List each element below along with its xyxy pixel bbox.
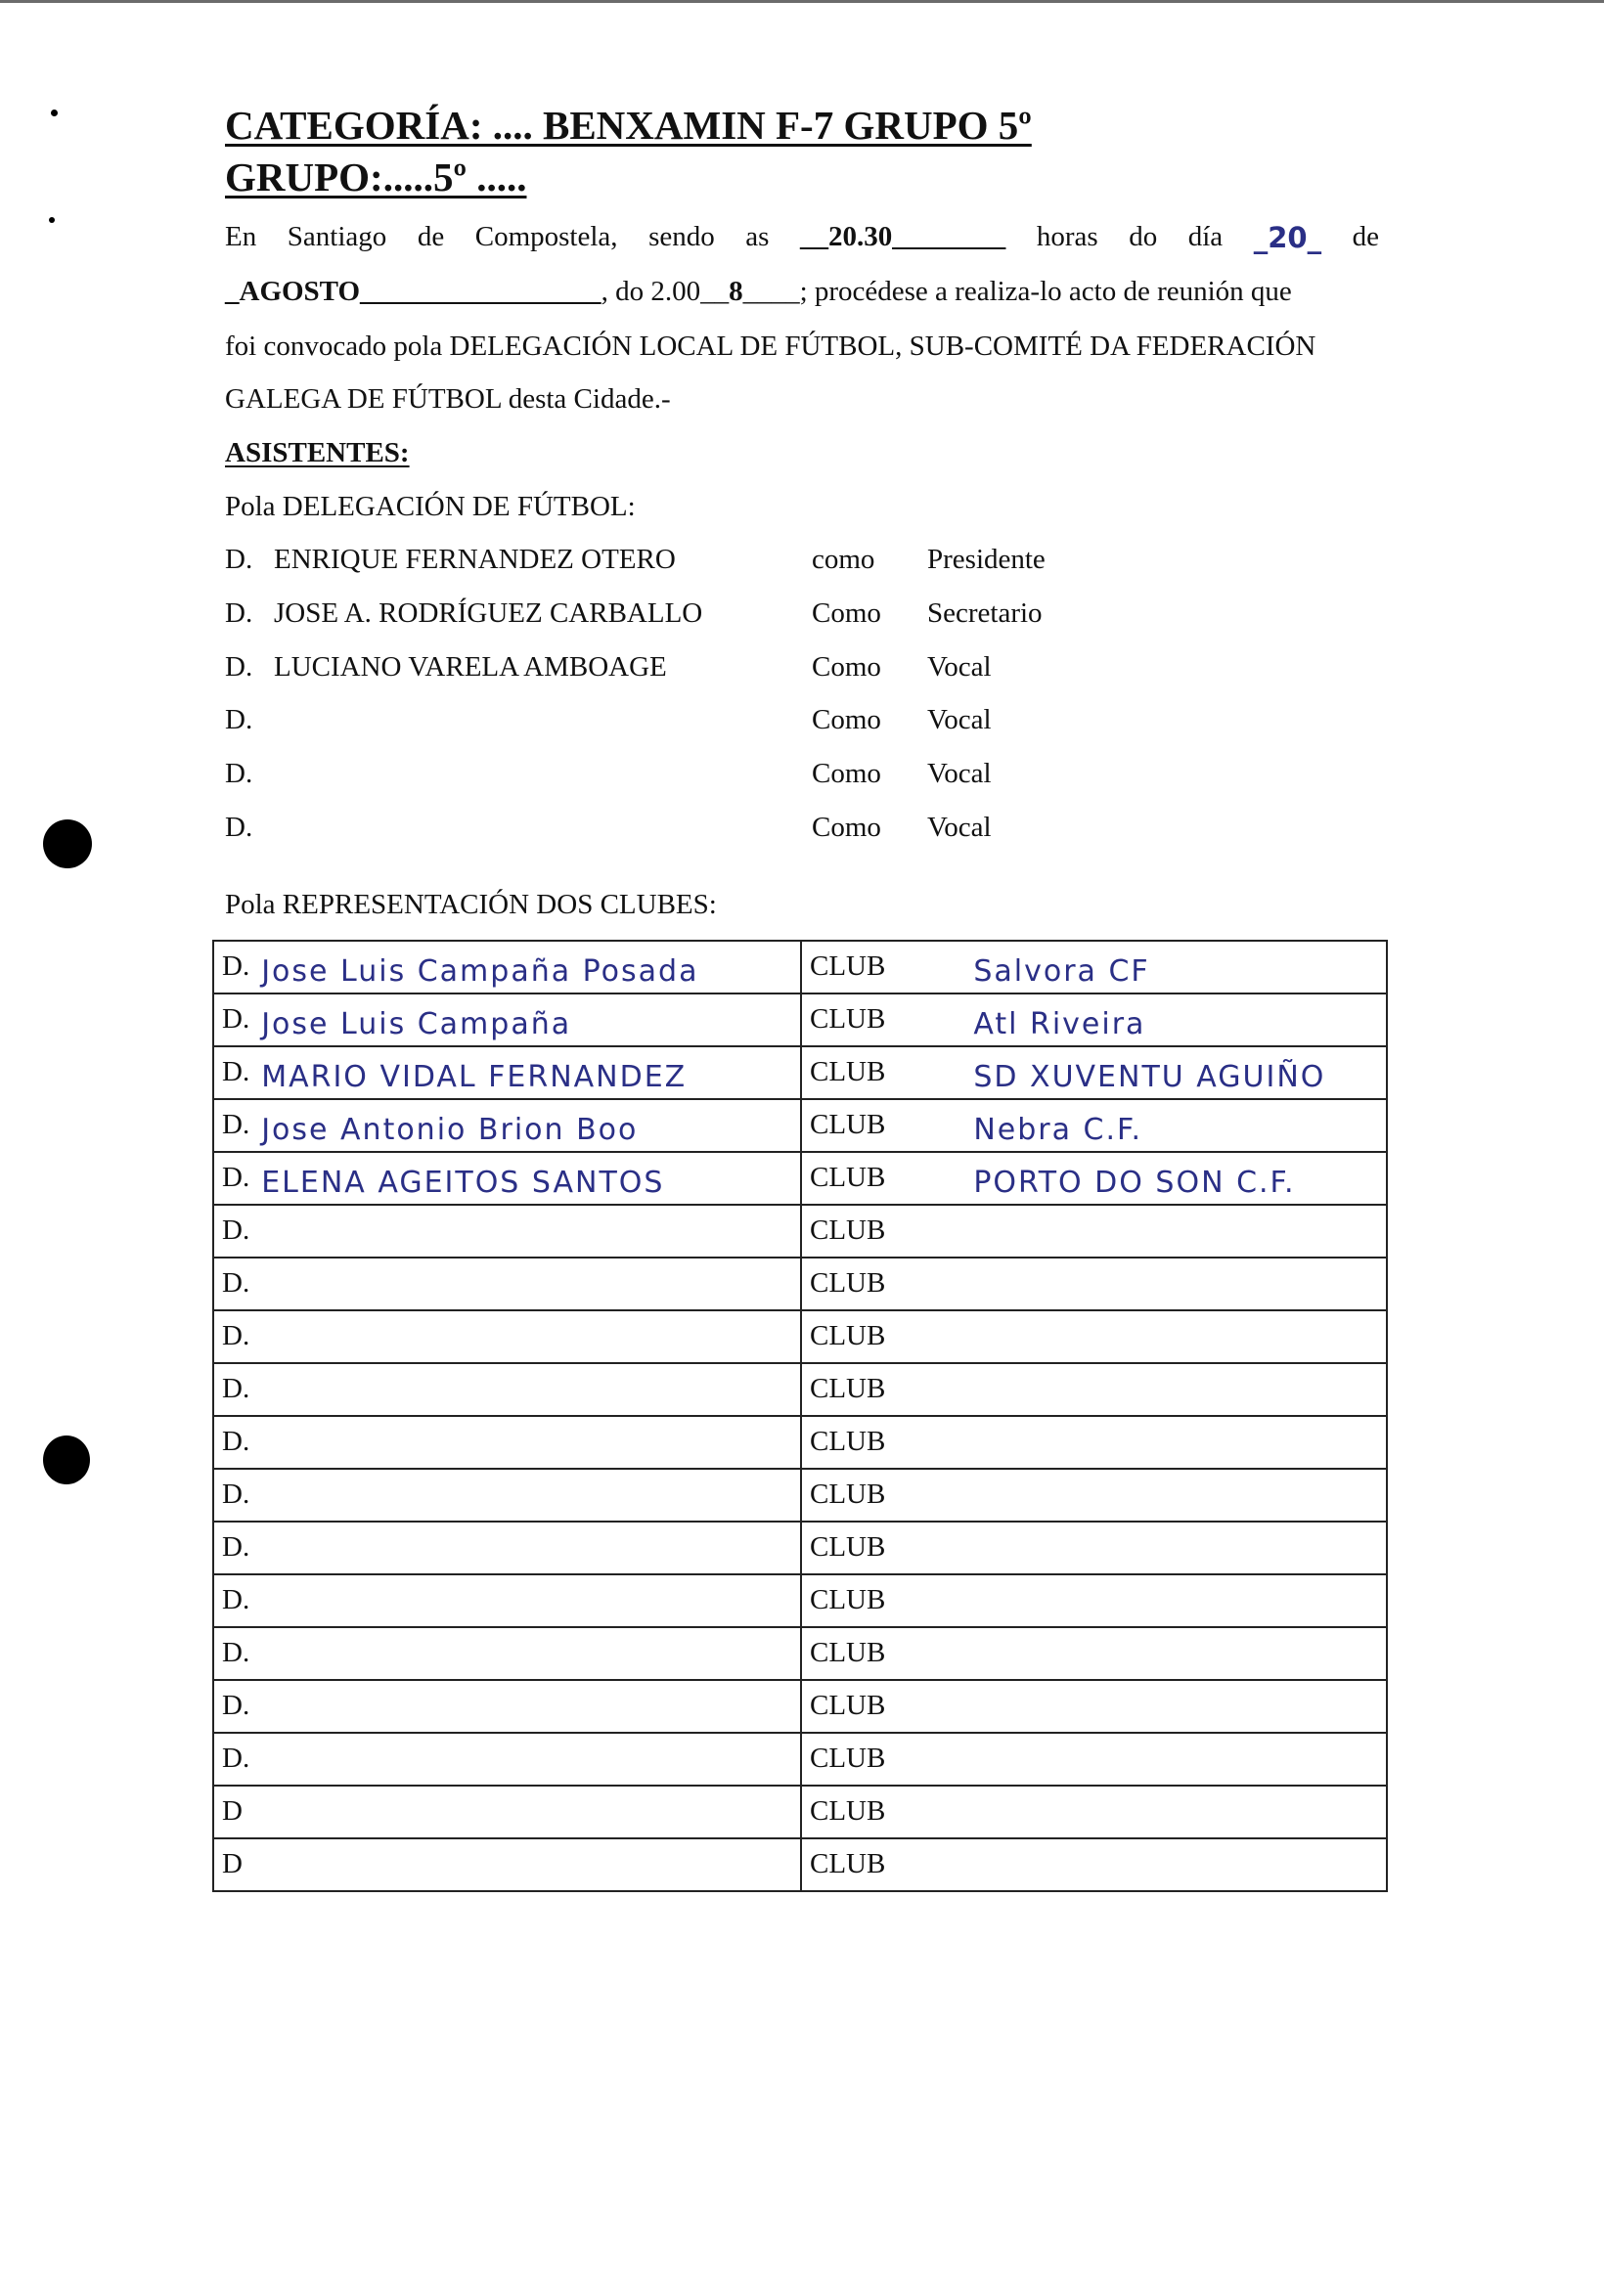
representative-prefix: D.	[222, 1531, 250, 1563]
club-cell	[801, 1205, 1387, 1258]
club-label: CLUB	[810, 1795, 886, 1827]
meeting-time: __20.30________	[800, 221, 1006, 252]
club-label: CLUB	[810, 1637, 886, 1668]
attendee-name: JOSE A. RODRÍGUEZ CARBALLO	[274, 597, 703, 629]
attendee-como: Como	[812, 812, 881, 843]
intro-word: sendo	[648, 221, 715, 252]
representative-cell	[213, 1258, 801, 1310]
club-cell	[801, 1310, 1387, 1363]
representative-cell	[213, 1046, 801, 1099]
club-table-row	[213, 1099, 1387, 1152]
club-cell	[801, 941, 1387, 993]
attendee-role: Presidente	[927, 544, 1046, 575]
club-cell	[801, 1046, 1387, 1099]
club-table-row	[213, 1469, 1387, 1522]
attendee-prefix: D.	[225, 704, 253, 735]
representative-name: Jose Luis Campaña	[261, 1007, 572, 1041]
meeting-day: _20_	[1253, 221, 1322, 254]
club-table-row	[213, 1680, 1387, 1733]
representative-cell	[213, 1680, 801, 1733]
binder-hole-top	[43, 819, 92, 868]
club-cell	[801, 1469, 1387, 1522]
intro-line-1	[225, 221, 1379, 254]
representative-cell	[213, 941, 801, 993]
representative-prefix: D.	[222, 1320, 250, 1351]
attendee-como: como	[812, 544, 875, 575]
club-table-row	[213, 1363, 1387, 1416]
club-label: CLUB	[810, 1479, 886, 1510]
representative-prefix: D.	[222, 1479, 250, 1510]
representative-prefix: D.	[222, 1426, 250, 1457]
representative-cell	[213, 1099, 801, 1152]
attendee-como: Como	[812, 597, 881, 629]
attendee-prefix: D.	[225, 651, 253, 683]
representative-prefix: D.	[222, 1162, 250, 1193]
club-label: CLUB	[810, 1531, 886, 1563]
club-label: CLUB	[810, 1214, 886, 1246]
intro-word: Santiago	[287, 221, 387, 252]
intro-word: de	[417, 221, 445, 252]
club-table-row	[213, 1733, 1387, 1786]
representative-prefix: D.	[222, 1109, 250, 1140]
club-label: CLUB	[810, 1426, 886, 1457]
group-title: GRUPO:.....5º .....	[225, 155, 527, 199]
representative-prefix: D	[222, 1848, 243, 1879]
category-title: CATEGORÍA: .... BENXAMIN F-7 GRUPO 5º	[225, 103, 1032, 148]
representative-prefix: D.	[222, 1743, 250, 1774]
club-label: CLUB	[810, 1743, 886, 1774]
representative-prefix: D.	[222, 1584, 250, 1615]
club-label: CLUB	[810, 1848, 886, 1879]
representative-prefix: D.	[222, 1056, 250, 1087]
club-table-row	[213, 1838, 1387, 1891]
year-digit: 8	[729, 276, 743, 307]
club-cell	[801, 1786, 1387, 1838]
representative-cell	[213, 993, 801, 1046]
representative-cell	[213, 1205, 801, 1258]
club-table-row	[213, 1205, 1387, 1258]
representative-prefix: D.	[222, 1214, 250, 1246]
club-label: CLUB	[810, 1056, 886, 1087]
asistentes-heading: ASISTENTES:	[225, 437, 410, 468]
representative-cell	[213, 1733, 801, 1786]
club-cell	[801, 1099, 1387, 1152]
attendee-row	[225, 544, 1105, 583]
attendee-como: Como	[812, 651, 881, 683]
representative-cell	[213, 1310, 801, 1363]
club-label: CLUB	[810, 1003, 886, 1035]
representative-cell	[213, 1574, 801, 1627]
intro-word: as	[745, 221, 770, 252]
attendee-row	[225, 812, 1105, 851]
club-name: Nebra C.F.	[973, 1113, 1142, 1147]
intro-line-2-end: ____; procédese a realiza-lo acto de reunión que	[742, 276, 1292, 307]
intro-word: día	[1187, 221, 1224, 252]
representative-cell	[213, 1786, 801, 1838]
attendee-role: Secretario	[927, 597, 1043, 629]
club-label: CLUB	[810, 1584, 886, 1615]
club-table-row	[213, 1258, 1387, 1310]
club-table-row	[213, 1310, 1387, 1363]
attendee-prefix: D.	[225, 812, 253, 843]
attendee-name: ENRIQUE FERNANDEZ OTERO	[274, 544, 676, 575]
representative-prefix: D.	[222, 1373, 250, 1404]
representative-name: Jose Luis Campaña Posada	[261, 954, 699, 989]
club-label: CLUB	[810, 1162, 886, 1193]
club-table-row	[213, 1627, 1387, 1680]
club-label: CLUB	[810, 1109, 886, 1140]
club-table-row	[213, 1574, 1387, 1627]
club-label: CLUB	[810, 950, 886, 982]
club-representatives-table	[212, 940, 1388, 1892]
intro-word: do	[1129, 221, 1158, 252]
club-name: SD XUVENTU AGUIÑO	[973, 1060, 1326, 1094]
club-name: Atl Riveira	[973, 1007, 1146, 1041]
intro-word: En	[225, 221, 257, 252]
meeting-month: _AGOSTO_________________	[225, 276, 602, 307]
representative-cell	[213, 1363, 801, 1416]
club-cell	[801, 1258, 1387, 1310]
club-label: CLUB	[810, 1267, 886, 1299]
attendee-role: Vocal	[927, 758, 992, 789]
intro-line-3: foi convocado pola DELEGACIÓN LOCAL DE FÚTBOL, SUB-COMITÉ DA FEDERACIÓN	[225, 331, 1316, 362]
scan-top-edge	[0, 0, 1604, 3]
club-table-row	[213, 1786, 1387, 1838]
representative-prefix: D	[222, 1795, 243, 1827]
club-cell	[801, 1363, 1387, 1416]
representative-prefix: D.	[222, 1003, 250, 1035]
attendee-row	[225, 758, 1105, 797]
attendee-como: Como	[812, 704, 881, 735]
intro-line-4: GALEGA DE FÚTBOL desta Cidade.-	[225, 383, 671, 415]
delegacion-subheading: Pola DELEGACIÓN DE FÚTBOL:	[225, 491, 636, 522]
club-table-row	[213, 1152, 1387, 1205]
club-cell	[801, 1627, 1387, 1680]
club-name: PORTO DO SON C.F.	[973, 1166, 1296, 1200]
attendee-como: Como	[812, 758, 881, 789]
club-cell	[801, 1574, 1387, 1627]
club-label: CLUB	[810, 1373, 886, 1404]
club-cell	[801, 1680, 1387, 1733]
attendee-row	[225, 597, 1105, 637]
attendee-role: Vocal	[927, 812, 992, 843]
representative-name: Jose Antonio Brion Boo	[261, 1113, 639, 1147]
intro-line-2	[225, 276, 1379, 308]
intro-word: Compostela,	[474, 221, 618, 252]
representative-prefix: D.	[222, 1267, 250, 1299]
intro-word: horas	[1036, 221, 1098, 252]
representative-cell	[213, 1469, 801, 1522]
representative-prefix: D.	[222, 950, 250, 982]
club-table-row	[213, 1522, 1387, 1574]
attendee-prefix: D.	[225, 758, 253, 789]
attendee-row	[225, 704, 1105, 743]
representative-cell	[213, 1416, 801, 1469]
club-cell	[801, 993, 1387, 1046]
representative-cell	[213, 1838, 801, 1891]
attendee-role: Vocal	[927, 651, 992, 683]
club-name: Salvora CF	[973, 954, 1150, 989]
club-label: CLUB	[810, 1320, 886, 1351]
club-table-row	[213, 941, 1387, 993]
club-cell	[801, 1416, 1387, 1469]
attendee-prefix: D.	[225, 544, 253, 575]
representative-cell	[213, 1152, 801, 1205]
intro-word: de	[1352, 221, 1379, 252]
club-table-body	[213, 941, 1387, 1891]
representative-cell	[213, 1522, 801, 1574]
representative-name: MARIO VIDAL FERNANDEZ	[261, 1060, 688, 1094]
attendee-role: Vocal	[927, 704, 992, 735]
binder-hole-bottom	[43, 1435, 90, 1484]
clubes-subheading: Pola REPRESENTACIÓN DOS CLUBES:	[225, 889, 717, 920]
club-cell	[801, 1152, 1387, 1205]
club-table-row	[213, 993, 1387, 1046]
representative-cell	[213, 1627, 801, 1680]
club-cell	[801, 1733, 1387, 1786]
representative-prefix: D.	[222, 1690, 250, 1721]
scan-speck	[51, 110, 58, 116]
attendee-name: LUCIANO VARELA AMBOAGE	[274, 651, 667, 683]
club-label: CLUB	[810, 1690, 886, 1721]
representative-name: ELENA AGEITOS SANTOS	[261, 1166, 665, 1200]
attendee-row	[225, 651, 1105, 690]
club-cell	[801, 1522, 1387, 1574]
attendee-prefix: D.	[225, 597, 253, 629]
year-prefix: , do 2.00__	[601, 276, 730, 307]
club-table-row	[213, 1416, 1387, 1469]
club-table-row	[213, 1046, 1387, 1099]
representative-prefix: D.	[222, 1637, 250, 1668]
club-cell	[801, 1838, 1387, 1891]
scan-speck	[49, 217, 55, 223]
